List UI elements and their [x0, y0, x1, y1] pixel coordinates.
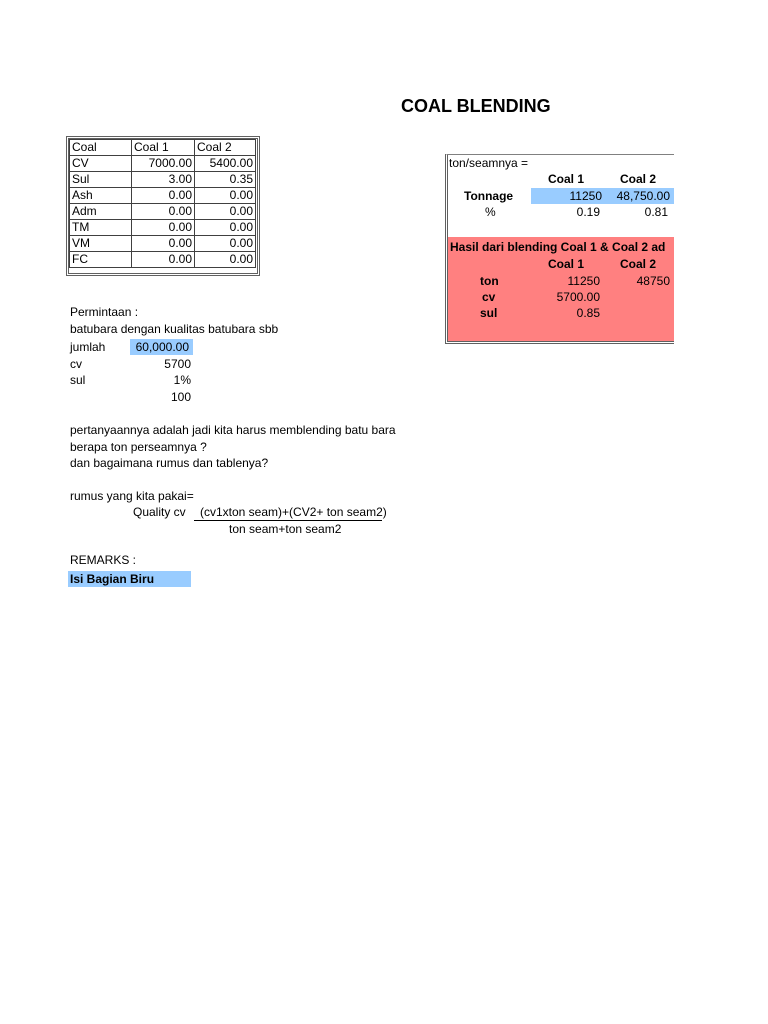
table-header-row [70, 140, 256, 156]
result-section [448, 237, 674, 341]
question-line-2: berapa ton perseamnya ? [70, 440, 207, 454]
row-label[interactable]: Ash [70, 188, 132, 204]
row-coal2-value[interactable]: 0.00 [195, 252, 256, 268]
row-label[interactable]: FC [70, 252, 132, 268]
cv-label: cv [70, 357, 82, 371]
result-sul-label: sul [480, 306, 498, 320]
row-coal1-value[interactable]: 0.00 [132, 220, 195, 236]
result-sul-value: 0.85 [576, 306, 600, 320]
row-coal1-value[interactable]: 7000.00 [132, 156, 195, 172]
pct-coal2: 0.81 [644, 205, 668, 219]
row-coal1-value[interactable]: 0.00 [132, 188, 195, 204]
question-line-1: pertanyaannya adalah jadi kita harus memblending batu bara [70, 423, 396, 437]
formula-intro: rumus yang kita pakai= [70, 489, 194, 503]
row-coal2-value[interactable]: 0.00 [195, 188, 256, 204]
row-label[interactable]: TM [70, 220, 132, 236]
page-title: COAL BLENDING [401, 96, 551, 116]
row-coal1-value[interactable]: 0.00 [132, 204, 195, 220]
properties-grid [69, 139, 256, 268]
table-row [70, 156, 256, 172]
result-col-coal2: Coal 2 [620, 257, 657, 271]
pct-coal1: 0.19 [576, 205, 600, 219]
row-coal2-value[interactable]: 0.00 [195, 204, 256, 220]
request-subtitle: batubara dengan kualitas batubara sbb [70, 322, 279, 336]
remarks-label: REMARKS : [70, 553, 137, 567]
header-coal1[interactable]: Coal 1 [132, 140, 195, 156]
result-ton-coal1: 11250 [567, 274, 600, 288]
table-row [70, 220, 256, 236]
sul-value[interactable]: 1% [173, 373, 191, 387]
blending-panel [445, 154, 674, 344]
row-label[interactable]: Sul [70, 172, 132, 188]
sul-label: sul [70, 373, 86, 387]
panel-col-coal2: Coal 2 [620, 172, 657, 186]
header-coal[interactable]: Coal [70, 140, 132, 156]
header-coal2[interactable]: Coal 2 [195, 140, 256, 156]
row-label[interactable]: VM [70, 236, 132, 252]
row-coal1-value[interactable]: 3.00 [132, 172, 195, 188]
pct-label: % [485, 205, 496, 219]
row-coal2-value[interactable]: 5400.00 [195, 156, 256, 172]
row-label[interactable]: CV [70, 156, 132, 172]
row-coal1-value[interactable]: 0.00 [132, 236, 195, 252]
request-heading: Permintaan : [70, 305, 139, 319]
row-coal2-value[interactable]: 0.35 [195, 172, 256, 188]
result-cv-value: 5700.00 [556, 290, 600, 304]
result-ton-label: ton [480, 274, 499, 288]
remarks-note: Isi Bagian Biru [68, 571, 191, 587]
result-title: Hasil dari blending Coal 1 & Coal 2 ad [450, 240, 666, 254]
coal-properties-table [66, 136, 260, 276]
row-coal1-value[interactable]: 0.00 [132, 252, 195, 268]
cv-value[interactable]: 5700 [164, 357, 191, 371]
jumlah-label: jumlah [70, 340, 106, 354]
jumlah-input[interactable]: 60,000.00 [130, 339, 193, 355]
table-row [70, 188, 256, 204]
panel-col-coal1: Coal 1 [548, 172, 585, 186]
tonnage-coal1-input[interactable]: 11250 [531, 188, 606, 204]
tonnage-label: Tonnage [464, 189, 514, 203]
table-row [70, 252, 256, 268]
row-coal2-value[interactable]: 0.00 [195, 236, 256, 252]
tonnage-coal2[interactable]: 48,750.00 [606, 188, 674, 204]
table-row [70, 236, 256, 252]
formula-label: Quality cv [133, 505, 186, 519]
formula-numerator: (cv1xton seam)+(CV2+ ton seam2) [200, 505, 387, 519]
table-row [70, 204, 256, 220]
panel-header: ton/seamnya = [449, 156, 529, 170]
table-row [70, 172, 256, 188]
row-label[interactable]: Adm [70, 204, 132, 220]
question-line-3: dan bagaimana rumus dan tablenya? [70, 456, 269, 470]
extra-value[interactable]: 100 [170, 390, 191, 404]
result-ton-coal2: 48750 [636, 274, 670, 288]
formula-denominator: ton seam+ton seam2 [229, 522, 342, 536]
result-col-coal1: Coal 1 [548, 257, 585, 271]
row-coal2-value[interactable]: 0.00 [195, 220, 256, 236]
result-cv-label: cv [482, 290, 496, 304]
